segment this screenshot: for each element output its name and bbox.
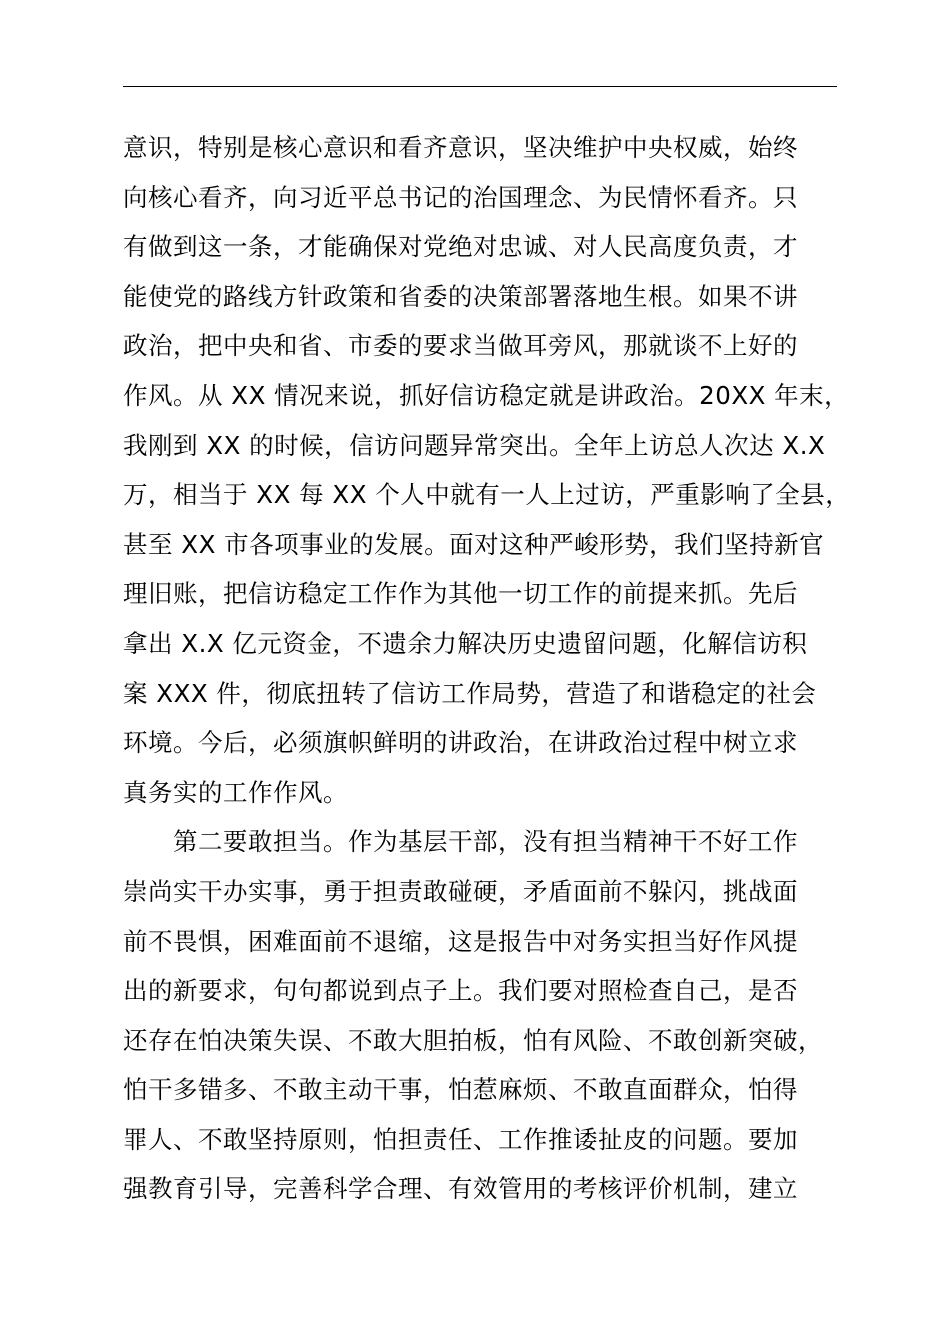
text-line: 怕干多错多、不敢主动干事，怕惹麻烦、不敢直面群众，怕得	[123, 1075, 798, 1105]
paragraph-first-line: 第二要敢担当。作为基层干部，没有担当精神干不好工作	[173, 827, 798, 857]
text-line: 理旧账，把信访稳定工作作为其他一切工作的前提来抓。先后	[123, 579, 798, 609]
document-body	[123, 128, 863, 1219]
text-line: 还存在怕决策失误、不敢大胆拍板，怕有风险、不敢创新突破，	[123, 1025, 823, 1055]
text-line: 前不畏惧，困难面前不退缩，这是报告中对务实担当好作风提	[123, 926, 798, 956]
text-line: 政治，把中央和省、市委的要求当做耳旁风，那就谈不上好的	[123, 331, 798, 361]
text-line: 万，相当于 XX 每 XX 个人中就有一人上过访，严重影响了全县，	[123, 480, 851, 510]
text-line: 拿出 X.X 亿元资金，不遗余力解决历史遗留问题，化解信访积	[123, 628, 808, 658]
text-line: 崇尚实干办实事，勇于担责敢碰硬，矛盾面前不躲闪，挑战面	[123, 876, 798, 906]
text-line: 出的新要求，句句都说到点子上。我们要对照检查自己，是否	[123, 976, 798, 1006]
text-line: 向核心看齐，向习近平总书记的治国理念、为民情怀看齐。只	[123, 182, 798, 212]
text-line: 案 XXX 件，彻底扭转了信访工作局势，营造了和谐稳定的社会	[123, 678, 817, 708]
text-line: 强教育引导，完善科学合理、有效管用的考核评价机制，建立	[123, 1174, 798, 1204]
text-line: 有做到这一条，才能确保对党绝对忠诚、对人民高度负责，才	[123, 232, 798, 262]
text-line: 能使党的路线方针政策和省委的决策部署落地生根。如果不讲	[123, 281, 798, 311]
text-line: 我刚到 XX 的时候，信访问题异常突出。全年上访总人次达 X.X	[123, 430, 826, 460]
header-rule	[123, 86, 837, 87]
text-line: 意识，特别是核心意识和看齐意识，坚决维护中央权威，始终	[123, 133, 798, 162]
text-line: 作风。从 XX 情况来说，抓好信访稳定就是讲政治。20XX 年末，	[123, 380, 850, 410]
text-line: 环境。今后，必须旗帜鲜明的讲政治，在讲政治过程中树立求	[123, 728, 798, 758]
text-line: 甚至 XX 市各项事业的发展。面对这种严峻形势，我们坚持新官	[123, 529, 825, 559]
text-line: 真务实的工作作风。	[123, 777, 348, 807]
text-line: 罪人、不敢坚持原则，怕担责任、工作推诿扯皮的问题。要加	[123, 1124, 798, 1154]
